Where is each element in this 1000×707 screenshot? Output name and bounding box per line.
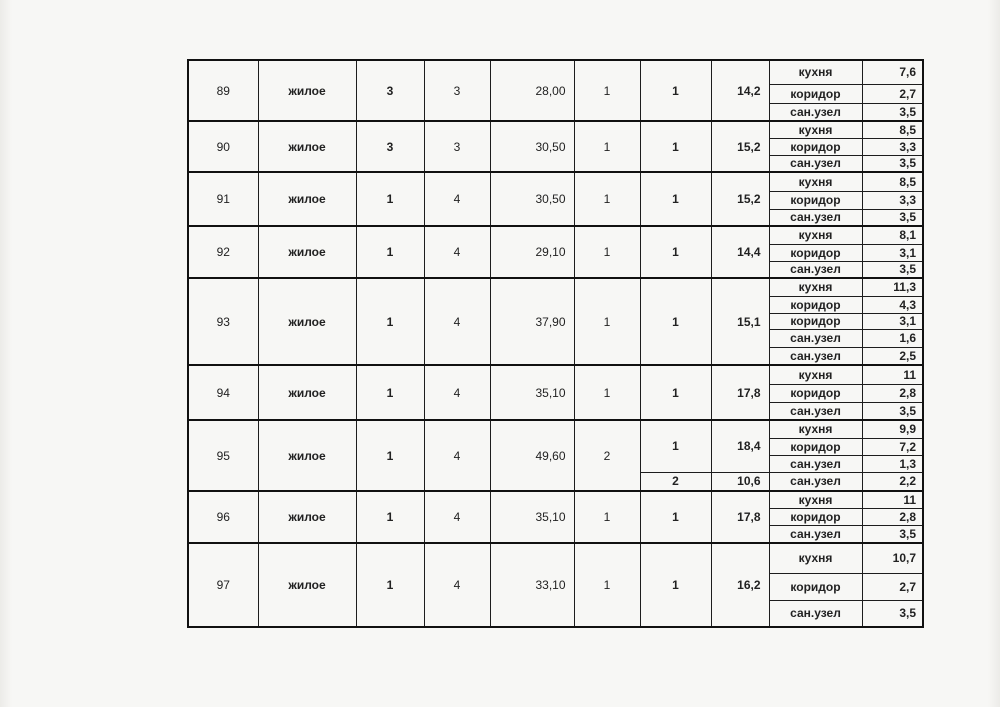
apartment-number: 94: [188, 365, 258, 420]
apartment-type: жилое: [258, 121, 356, 172]
aux-room-name: коридор: [769, 573, 862, 600]
apartment-type: жилое: [258, 420, 356, 491]
aux-room-name: сан.узел: [769, 525, 862, 543]
balcony-count: 1: [574, 121, 640, 172]
aux-room-name: коридор: [769, 191, 862, 209]
living-room-area: 14,4: [711, 226, 769, 278]
aux-room-name: коридор: [769, 138, 862, 155]
total-area: 49,60: [490, 420, 574, 491]
balcony-count: 1: [574, 278, 640, 365]
aux-room-area: 7,6: [862, 60, 923, 84]
room-count: 3: [356, 60, 424, 121]
total-area: 35,10: [490, 491, 574, 543]
aux-room-area: 3,5: [862, 155, 923, 172]
aux-room-area: 2,7: [862, 84, 923, 103]
aux-room-area: 11,3: [862, 278, 923, 296]
living-room-area: 14,2: [711, 60, 769, 121]
table-row: [188, 420, 923, 438]
aux-room-name: сан.узел: [769, 103, 862, 121]
total-area: 30,50: [490, 172, 574, 226]
apartment-type: жилое: [258, 278, 356, 365]
table-row: [188, 121, 923, 138]
aux-room-area: 7,2: [862, 438, 923, 455]
aux-room-name: сан.узел: [769, 347, 862, 365]
aux-room-area: 9,9: [862, 420, 923, 438]
apartment-number: 90: [188, 121, 258, 172]
aux-room-name: коридор: [769, 84, 862, 103]
living-room-area: 18,4: [711, 420, 769, 472]
living-room-number: 1: [640, 121, 711, 172]
aux-room-area: 3,1: [862, 244, 923, 261]
living-room-area: 15,2: [711, 172, 769, 226]
aux-room-area: 3,5: [862, 525, 923, 543]
living-room-number: 1: [640, 172, 711, 226]
apartment-type: жилое: [258, 491, 356, 543]
room-count: 1: [356, 543, 424, 627]
room-count: 1: [356, 278, 424, 365]
aux-room-area: 2,8: [862, 508, 923, 525]
aux-room-name: сан.узел: [769, 402, 862, 420]
living-room-area: 17,8: [711, 491, 769, 543]
aux-room-name: сан.узел: [769, 329, 862, 347]
aux-room-area: 3,3: [862, 191, 923, 209]
aux-room-name: коридор: [769, 508, 862, 525]
table-row: [188, 365, 923, 384]
aux-room-name: сан.узел: [769, 472, 862, 491]
aux-room-area: 2,8: [862, 384, 923, 402]
aux-room-area: 3,3: [862, 138, 923, 155]
living-room-number: 1: [640, 278, 711, 365]
apartment-type: жилое: [258, 365, 356, 420]
room-count: 1: [356, 491, 424, 543]
aux-room-name: коридор: [769, 313, 862, 329]
room-count: 3: [356, 121, 424, 172]
floor-number: 4: [424, 278, 490, 365]
aux-room-area: 2,2: [862, 472, 923, 491]
aux-room-area: 8,1: [862, 226, 923, 244]
total-area: 33,10: [490, 543, 574, 627]
aux-room-name: сан.узел: [769, 600, 862, 627]
living-room-number: 1: [640, 543, 711, 627]
room-count: 1: [356, 365, 424, 420]
living-room-area: 10,6: [711, 472, 769, 491]
aux-room-area: 10,7: [862, 543, 923, 573]
aux-room-name: коридор: [769, 438, 862, 455]
aux-room-name: кухня: [769, 543, 862, 573]
living-room-number: 1: [640, 60, 711, 121]
table-row: [188, 60, 923, 84]
total-area: 29,10: [490, 226, 574, 278]
balcony-count: 1: [574, 226, 640, 278]
aux-room-area: 4,3: [862, 296, 923, 313]
aux-room-name: кухня: [769, 172, 862, 191]
total-area: 30,50: [490, 121, 574, 172]
table-row: [188, 172, 923, 191]
floor-number: 4: [424, 226, 490, 278]
aux-room-name: кухня: [769, 226, 862, 244]
aux-room-area: 3,1: [862, 313, 923, 329]
living-room-area: 17,8: [711, 365, 769, 420]
room-count: 1: [356, 420, 424, 491]
aux-room-name: кухня: [769, 491, 862, 508]
floor-number: 3: [424, 60, 490, 121]
floor-number: 4: [424, 365, 490, 420]
balcony-count: 1: [574, 60, 640, 121]
aux-room-name: сан.узел: [769, 455, 862, 472]
aux-room-area: 3,5: [862, 209, 923, 226]
total-area: 28,00: [490, 60, 574, 121]
aux-room-area: 2,7: [862, 573, 923, 600]
aux-room-name: кухня: [769, 121, 862, 138]
aux-room-area: 3,5: [862, 402, 923, 420]
floor-number: 4: [424, 172, 490, 226]
aux-room-area: 1,6: [862, 329, 923, 347]
living-room-number: 2: [640, 472, 711, 491]
aux-room-name: сан.узел: [769, 209, 862, 226]
apartment-number: 89: [188, 60, 258, 121]
balcony-count: 1: [574, 365, 640, 420]
aux-room-area: 11: [862, 491, 923, 508]
aux-room-area: 8,5: [862, 172, 923, 191]
total-area: 35,10: [490, 365, 574, 420]
floor-number: 4: [424, 543, 490, 627]
aux-room-area: 2,5: [862, 347, 923, 365]
floor-number: 4: [424, 420, 490, 491]
living-room-area: 15,1: [711, 278, 769, 365]
living-room-number: 1: [640, 420, 711, 472]
aux-room-area: 11: [862, 365, 923, 384]
apartment-number: 93: [188, 278, 258, 365]
apartment-type: жилое: [258, 226, 356, 278]
apartment-number: 91: [188, 172, 258, 226]
aux-room-area: 8,5: [862, 121, 923, 138]
balcony-count: 1: [574, 543, 640, 627]
apartments-table: [187, 59, 924, 628]
room-count: 1: [356, 172, 424, 226]
apartment-number: 92: [188, 226, 258, 278]
aux-room-name: кухня: [769, 60, 862, 84]
total-area: 37,90: [490, 278, 574, 365]
aux-room-name: коридор: [769, 296, 862, 313]
aux-room-name: кухня: [769, 420, 862, 438]
living-room-area: 16,2: [711, 543, 769, 627]
living-room-number: 1: [640, 491, 711, 543]
aux-room-name: кухня: [769, 278, 862, 296]
aux-room-name: коридор: [769, 244, 862, 261]
living-room-area: 15,2: [711, 121, 769, 172]
table-row: [188, 278, 923, 296]
balcony-count: 1: [574, 172, 640, 226]
living-room-number: 1: [640, 226, 711, 278]
aux-room-area: 3,5: [862, 103, 923, 121]
apartment-type: жилое: [258, 172, 356, 226]
apartment-number: 95: [188, 420, 258, 491]
aux-room-area: 3,5: [862, 600, 923, 627]
balcony-count: 1: [574, 491, 640, 543]
apartment-type: жилое: [258, 543, 356, 627]
floor-number: 3: [424, 121, 490, 172]
aux-room-name: сан.узел: [769, 261, 862, 278]
aux-room-name: коридор: [769, 384, 862, 402]
aux-room-name: сан.узел: [769, 155, 862, 172]
aux-room-area: 3,5: [862, 261, 923, 278]
living-room-number: 1: [640, 365, 711, 420]
aux-room-name: кухня: [769, 365, 862, 384]
table-row: [188, 543, 923, 573]
aux-room-area: 1,3: [862, 455, 923, 472]
table-row: [188, 491, 923, 508]
apartment-number: 97: [188, 543, 258, 627]
table-row: [188, 226, 923, 244]
floor-number: 4: [424, 491, 490, 543]
apartment-type: жилое: [258, 60, 356, 121]
balcony-count: 2: [574, 420, 640, 491]
apartment-number: 96: [188, 491, 258, 543]
room-count: 1: [356, 226, 424, 278]
